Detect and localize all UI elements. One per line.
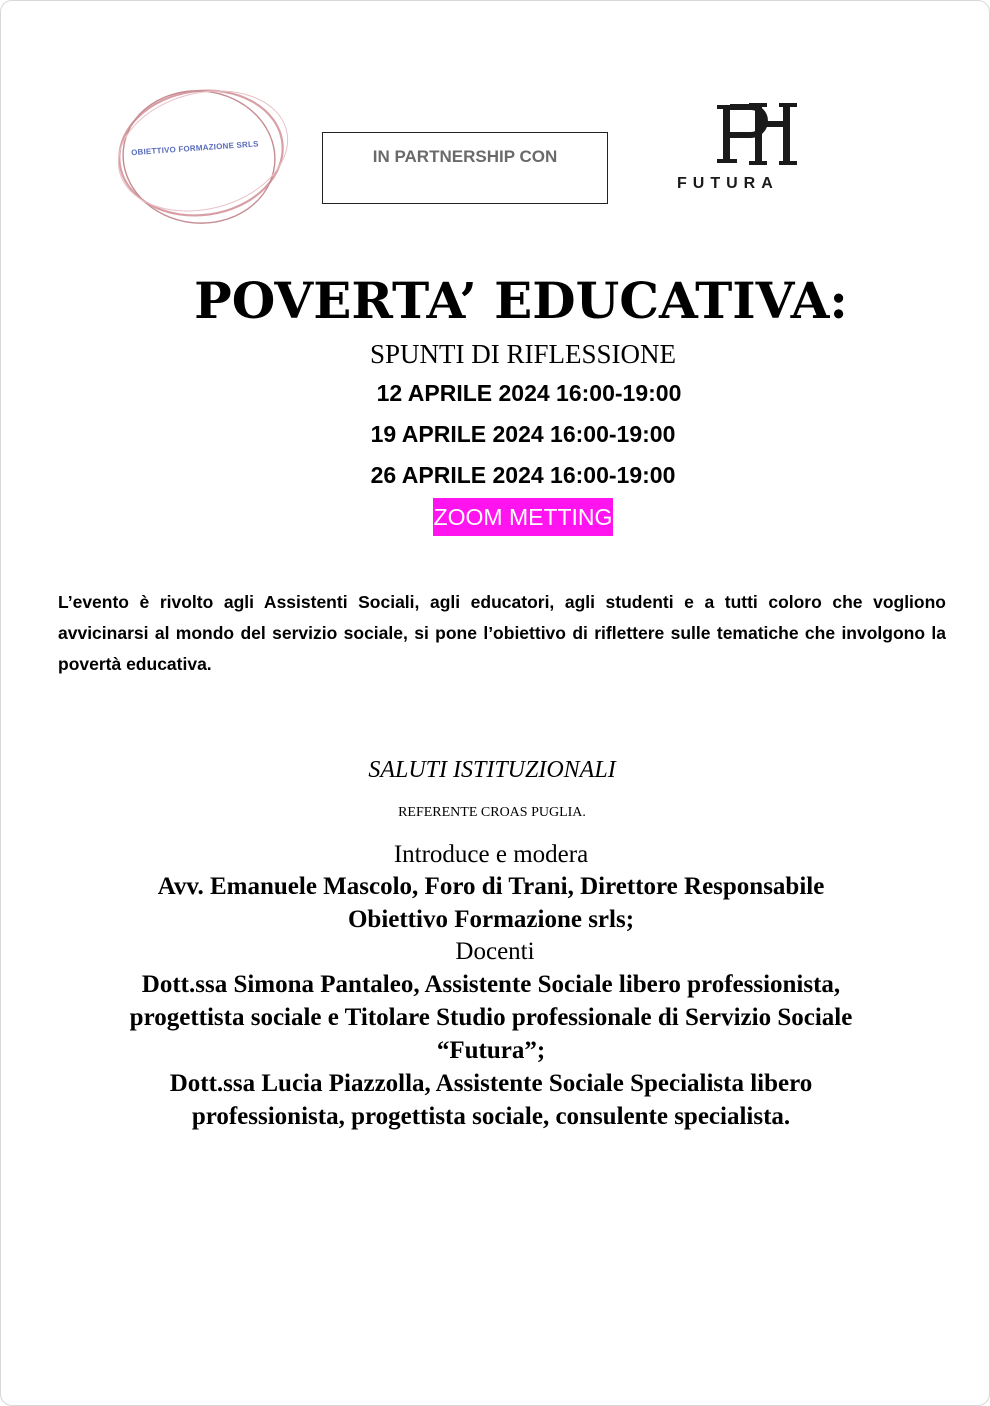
platform-wrap	[1, 498, 990, 536]
event-date-1: 12 APRILE 2024 16:00-19:00	[376, 380, 682, 406]
docente-1-line-1: Dott.ssa Simona Pantaleo, Assistente Sociale libero professionista,	[141, 971, 841, 998]
obiettivo-formazione-logo	[109, 81, 293, 231]
docente-2-line-1: Dott.ssa Lucia Piazzolla, Assistente Sociale Specialista libero	[169, 1070, 813, 1097]
left-logo-text: OBIETTIVO FORMAZIONE SRLS	[130, 139, 259, 158]
futura-logo	[669, 101, 849, 201]
docenti-label: Docenti	[455, 938, 535, 965]
docente-2-line-2: professionista, progettista sociale, consulente specialista.	[191, 1103, 791, 1130]
moderator-line-1: Avv. Emanuele Mascolo, Foro di Trani, Direttore Responsabile	[157, 873, 825, 900]
right-logo-text: FUTURA	[677, 175, 779, 192]
event-date-3: 26 APRILE 2024 16:00-19:00	[370, 462, 676, 488]
futura-monogram-icon	[717, 101, 807, 167]
event-date-2: 19 APRILE 2024 16:00-19:00	[370, 421, 676, 447]
introduce-label: Introduce e modera	[393, 841, 589, 868]
event-subtitle: SPUNTI DI RIFLESSIONE	[369, 339, 677, 369]
partnership-label: IN PARTNERSHIP CON	[372, 147, 558, 166]
event-title: POVERTA’ EDUCATIVA:	[194, 271, 848, 330]
referente-line: REFERENTE CROAS PUGLIA.	[398, 805, 586, 820]
docente-1-line-3: “Futura”;	[436, 1037, 546, 1064]
platform-badge: ZOOM METTING	[433, 498, 614, 536]
docente-1-line-2: progettista sociale e Titolare Studio professionale di Servizio Sociale	[129, 1004, 853, 1031]
partnership-box	[322, 132, 608, 204]
section-heading: SALUTI ISTITUZIONALI	[368, 757, 616, 783]
event-description: L’evento è rivolto agli Assistenti Sociali, agli educatori, agli studenti e a tutti coloro che vogliono avvicinarsi al mondo del servizio sociale, si pone l’obiettivo di riflettere sulle tematiche che involgono la povertà educativa.	[58, 592, 946, 674]
moderator-line-2: Obiettivo Formazione srls;	[347, 906, 635, 933]
